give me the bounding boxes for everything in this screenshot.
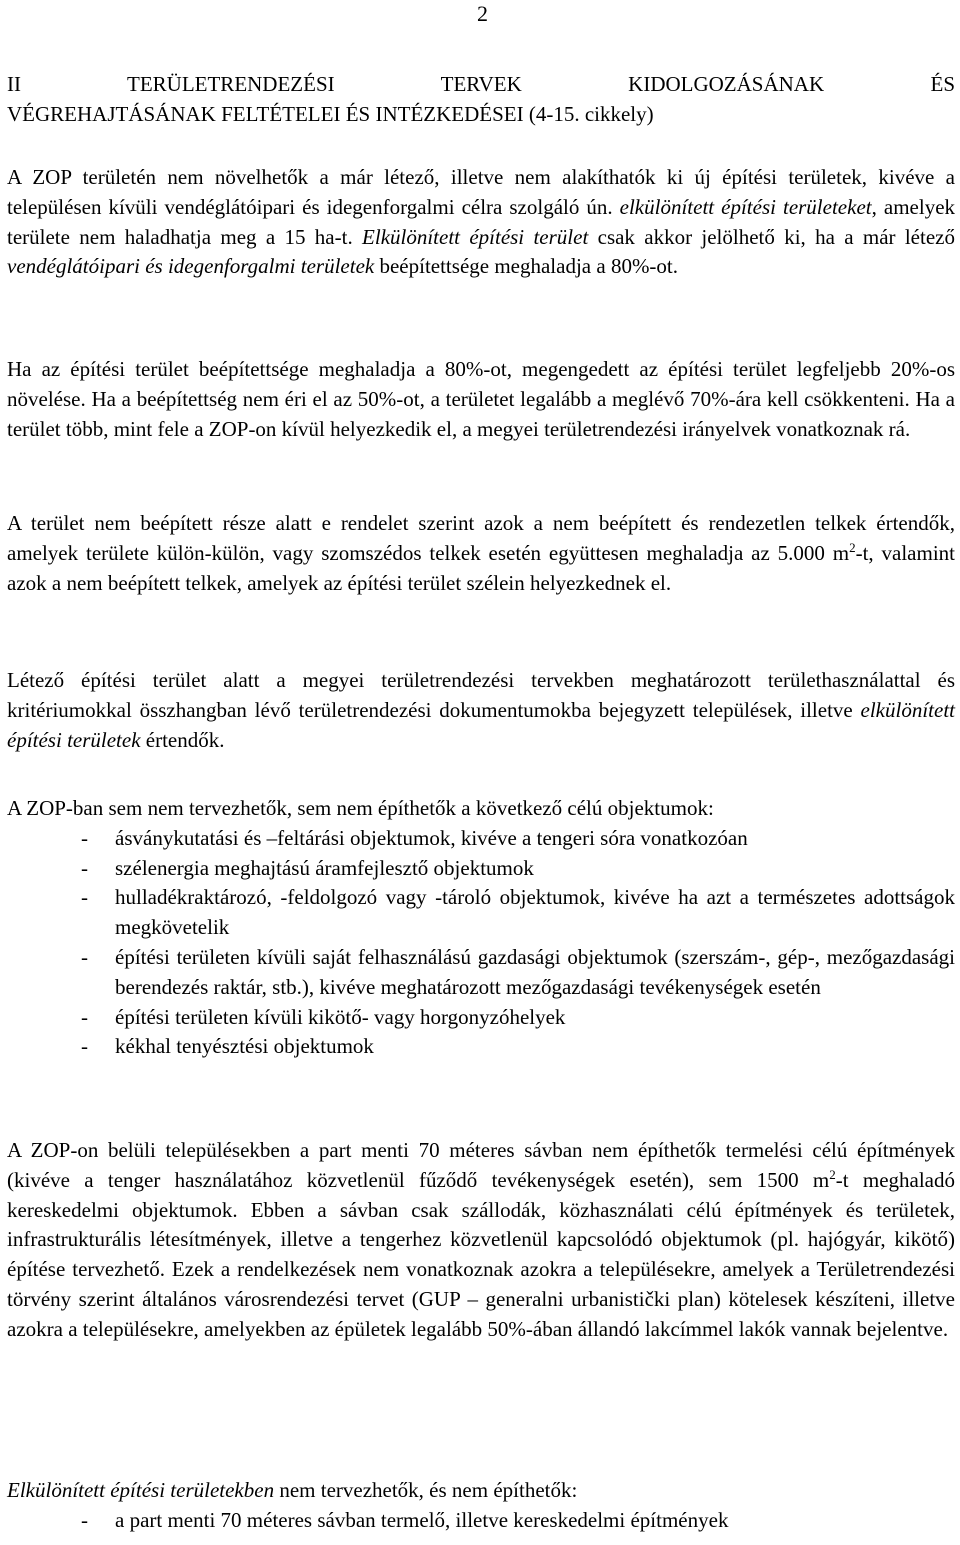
list-item: - kékhal tenyésztési objektumok [7,1032,955,1062]
paragraph-4: Létező építési terület alatt a megyei területrendezési tervekben meghatározott területhasználattal és kritériumokkal összhangban lévő területrendezési dokumentumokba bejegyzett települések, illetve elkülönített építési területek értendők. [7,668,955,752]
dash-bullet: - [81,885,88,910]
section-heading-line-1: II TERÜLETRENDEZÉSI TERVEK KIDOLGOZÁSÁNAK ÉS [7,72,956,96]
section-heading [7,70,955,130]
section-heading-line-2: VÉGREHAJTÁSÁNAK FELTÉTELEI ÉS INTÉZKEDÉSEI (4-15. cikkely) [7,101,654,126]
dash-bullet: - [81,944,88,969]
paragraph-2: Ha az építési terület beépítettsége meghaladja a 80%-ot, megengedett az építési terület legfeljebb 20%-os növelése. Ha a beépítettség nem éri el az 50%-ot, a területet legalább a meglévő 70%-ára kell csökkenteni. Ha a terület több, mint fele a ZOP-on kívül helyezkedik el, a megyei területrendezési irányelvek vonatkoznak rá. [7,357,955,441]
italic-term: Elkülönített építési terület [362,224,589,249]
dash-bullet: - [81,825,88,850]
dash-bullet: - [81,1034,88,1059]
dash-bullet: - [81,855,88,880]
list-item: - építési területen kívüli kikötő- vagy horgonyzóhelyek [7,1003,955,1033]
italic-term: elkülönített építési területek [7,697,955,752]
superscript: 2 [849,539,856,555]
prohibited-objects-list [7,824,955,1062]
page-number: 2 [477,1,488,26]
dash-bullet: - [81,1507,88,1532]
italic-term: elkülönített építési területeket [619,194,872,219]
dash-bullet: - [81,1004,88,1029]
list-item: - hulladékraktározó, -feldolgozó vagy -tároló objektumok, kivéve ha azt a természetes adottságok megkövetelik [81,885,955,940]
italic-term: Elkülönített építési területekben [7,1478,275,1502]
paragraph-5 [7,794,955,1062]
paragraph-1: A ZOP területén nem növelhetők a már létező, illetve nem alakíthatók ki új építési területek, kivéve a településen kívüli vendéglátóipari és idegenforgalmi célra szolgáló ún. elkülönített építési területeket, amelyek területe nem haladhatja meg a 15 ha-t. Elkülönített építési terület csak akkor jelölhető ki, ha a már létező vendéglátóipari és idegenforgalmi területek beépítettsége meghaladja a 80%-ot. [7,165,956,279]
list-item: - ásványkutatási és –feltárási objektumok, kivéve a tengeri sóra vonatkozóan [7,824,955,854]
list-item: - szélenergia meghajtású áramfejlesztő objektumok [7,854,955,884]
list-intro: A ZOP-ban sem nem tervezhetők, sem nem építhetők a következő célú objektumok: [7,796,714,820]
italic-term: vendéglátóipari és idegenforgalmi területek [7,254,375,279]
paragraph-3: A terület nem beépített része alatt e rendelet szerint azok a nem beépített és rendezetlen telkek értendők, amelyek területe külön-külön, vagy szomszédos telkek esetén együttesen meghaladja az 5.000 $m^2-t$, valamint azok a nem beépített telkek, amelyek az építési terület szélein helyezkednek el. [7,511,956,595]
paragraph-7: Elkülönített építési területekben nem tervezhetők, és nem építhetők: - a part menti 70 méteres sávban termelő, illetve kereskedelmi építmények [7,1476,955,1536]
paragraph-6: A ZOP-on belüli településekben a part menti 70 méteres sávban nem építhetők termelési célú építmények (kivéve a tenger használatához közvetlenül fűződő tevékenységek esetén), sem 1500 $m^2-t$ meghaladó kereskedelmi objektumok. Ebben a sávban csak szállodák, közhasználati célú építmények és területek, infrastrukturális létesítmények, illetve a tengerhez közvetlenül kapcsolódó objektumok (pl. hajógyár, kikötő) építése tervezhető. Ezek a rendelkezések nem vonatkoznak azokra a településekre, amelyek a Területrendezési törvény szerint általános városrendezési tervet (GUP – generalni urbanistički plan) kötelesek készíteni, illetve azokra a településekre, amelyekben az épületek legalább 50%-ában állandó lakcímmel lakók vannak bejelentve. [7,1138,955,1341]
list-item: - a part menti 70 méteres sávban termelő, illetve kereskedelmi építmények [7,1506,955,1536]
superscript: 2 [829,1166,836,1182]
restricted-objects-list [7,1506,955,1536]
list-item: - építési területen kívüli saját felhasználású gazdasági objektumok (szerszám-, gép-, mezőgazdasági berendezés raktár, stb.), kivéve meghatározott mezőgazdasági tevékenységek esetén [81,944,955,999]
